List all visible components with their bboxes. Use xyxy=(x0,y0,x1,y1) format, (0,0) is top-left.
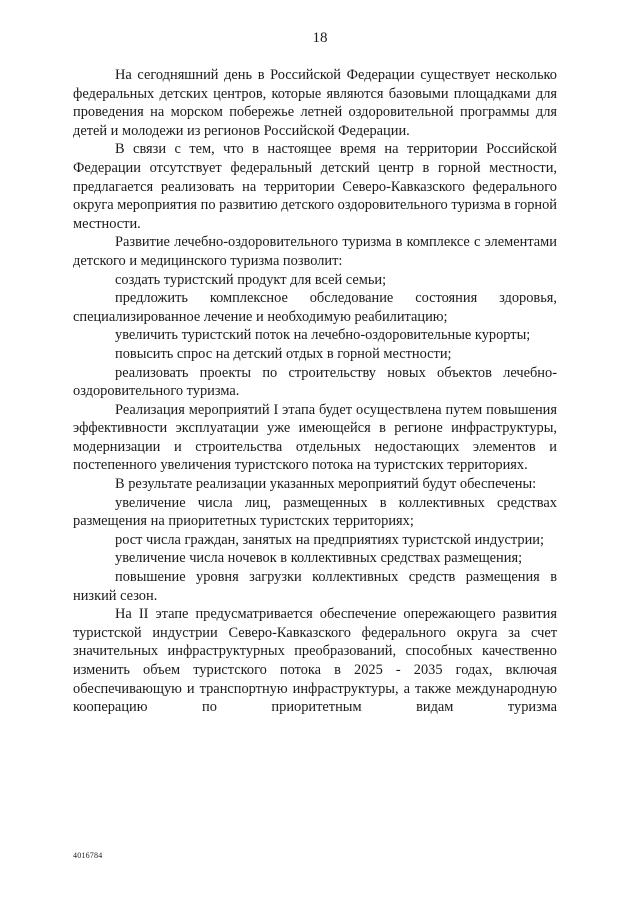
list-item-health-check: предложить комплексное обследование состояния здоровья, специализированное лечение и необходимую реабилитацию; xyxy=(73,290,557,325)
paragraph-mountain-center: В связи с тем, что в настоящее время на территории Российской Федерации отсутствует федеральный детский центр в горной местности, предлагается реализовать на территории Северо-Кавказского федерального округа мероприятия по развитию детского оздоровительного туризма в горной местности. xyxy=(73,141,557,232)
paragraph-health-tourism: Развитие лечебно-оздоровительного туризма в комплексе с элементами детского и медицинского туризма позволит: xyxy=(73,234,557,269)
paragraph-federal-centers: На сегодняшний день в Российской Федерации существует несколько федеральных детских центров, которые являются базовыми площадками для проведения на морском побережье летней оздоровительной программы для детей и молодежи из регионов Российской Федерации. xyxy=(73,67,557,139)
paragraph-stage-one: Реализация мероприятий I этапа будет осуществлена путем повышения эффективности эксплуатации уже имеющейся в регионе инфраструктуры, модернизации и строительства отдельных недостающих элементов и постепенного увеличения туристского потока на туристских территориях. xyxy=(73,401,557,474)
list-item-employment: рост числа граждан, занятых на предприятиях туристской индустрии; xyxy=(115,531,544,548)
document-body xyxy=(73,66,557,717)
paragraph-stage-two: На II этапе предусматривается обеспечение опережающего развития туристской индустрии Северо-Кавказского федерального округа за счет значительных инфраструктурных преобразований, способных качественно изменить объем туристского потока в 2025 - 2035 годах, включая обеспечивающую и транспортную инфраструктуры, а также международную кооперацию по приоритетным видам туризма xyxy=(73,606,557,716)
list-item-overnight-stays: увеличение числа ночевок в коллективных средствах размещения; xyxy=(115,550,523,567)
list-item-low-season-load: повышение уровня загрузки коллективных средств размещения в низкий сезон. xyxy=(73,569,557,604)
list-item-guests-count: увеличение числа лиц, размещенных в коллективных средствах размещения на приоритетных туристских территориях; xyxy=(73,494,557,530)
paragraph-results: В результате реализации указанных мероприятий будут обеспечены: xyxy=(115,476,537,493)
list-item-family-product: создать туристский продукт для всей семьи; xyxy=(115,271,387,288)
document-code: 4016784 xyxy=(73,851,103,860)
list-item-children-demand: повысить спрос на детский отдых в горной местности; xyxy=(115,345,452,362)
list-item-new-projects: реализовать проекты по строительству новых объектов лечебно-оздоровительного туризма. xyxy=(73,364,557,400)
list-item-tourist-flow: увеличить туристский поток на лечебно-оздоровительные курорты; xyxy=(115,327,531,344)
page-number: 18 xyxy=(312,30,328,46)
